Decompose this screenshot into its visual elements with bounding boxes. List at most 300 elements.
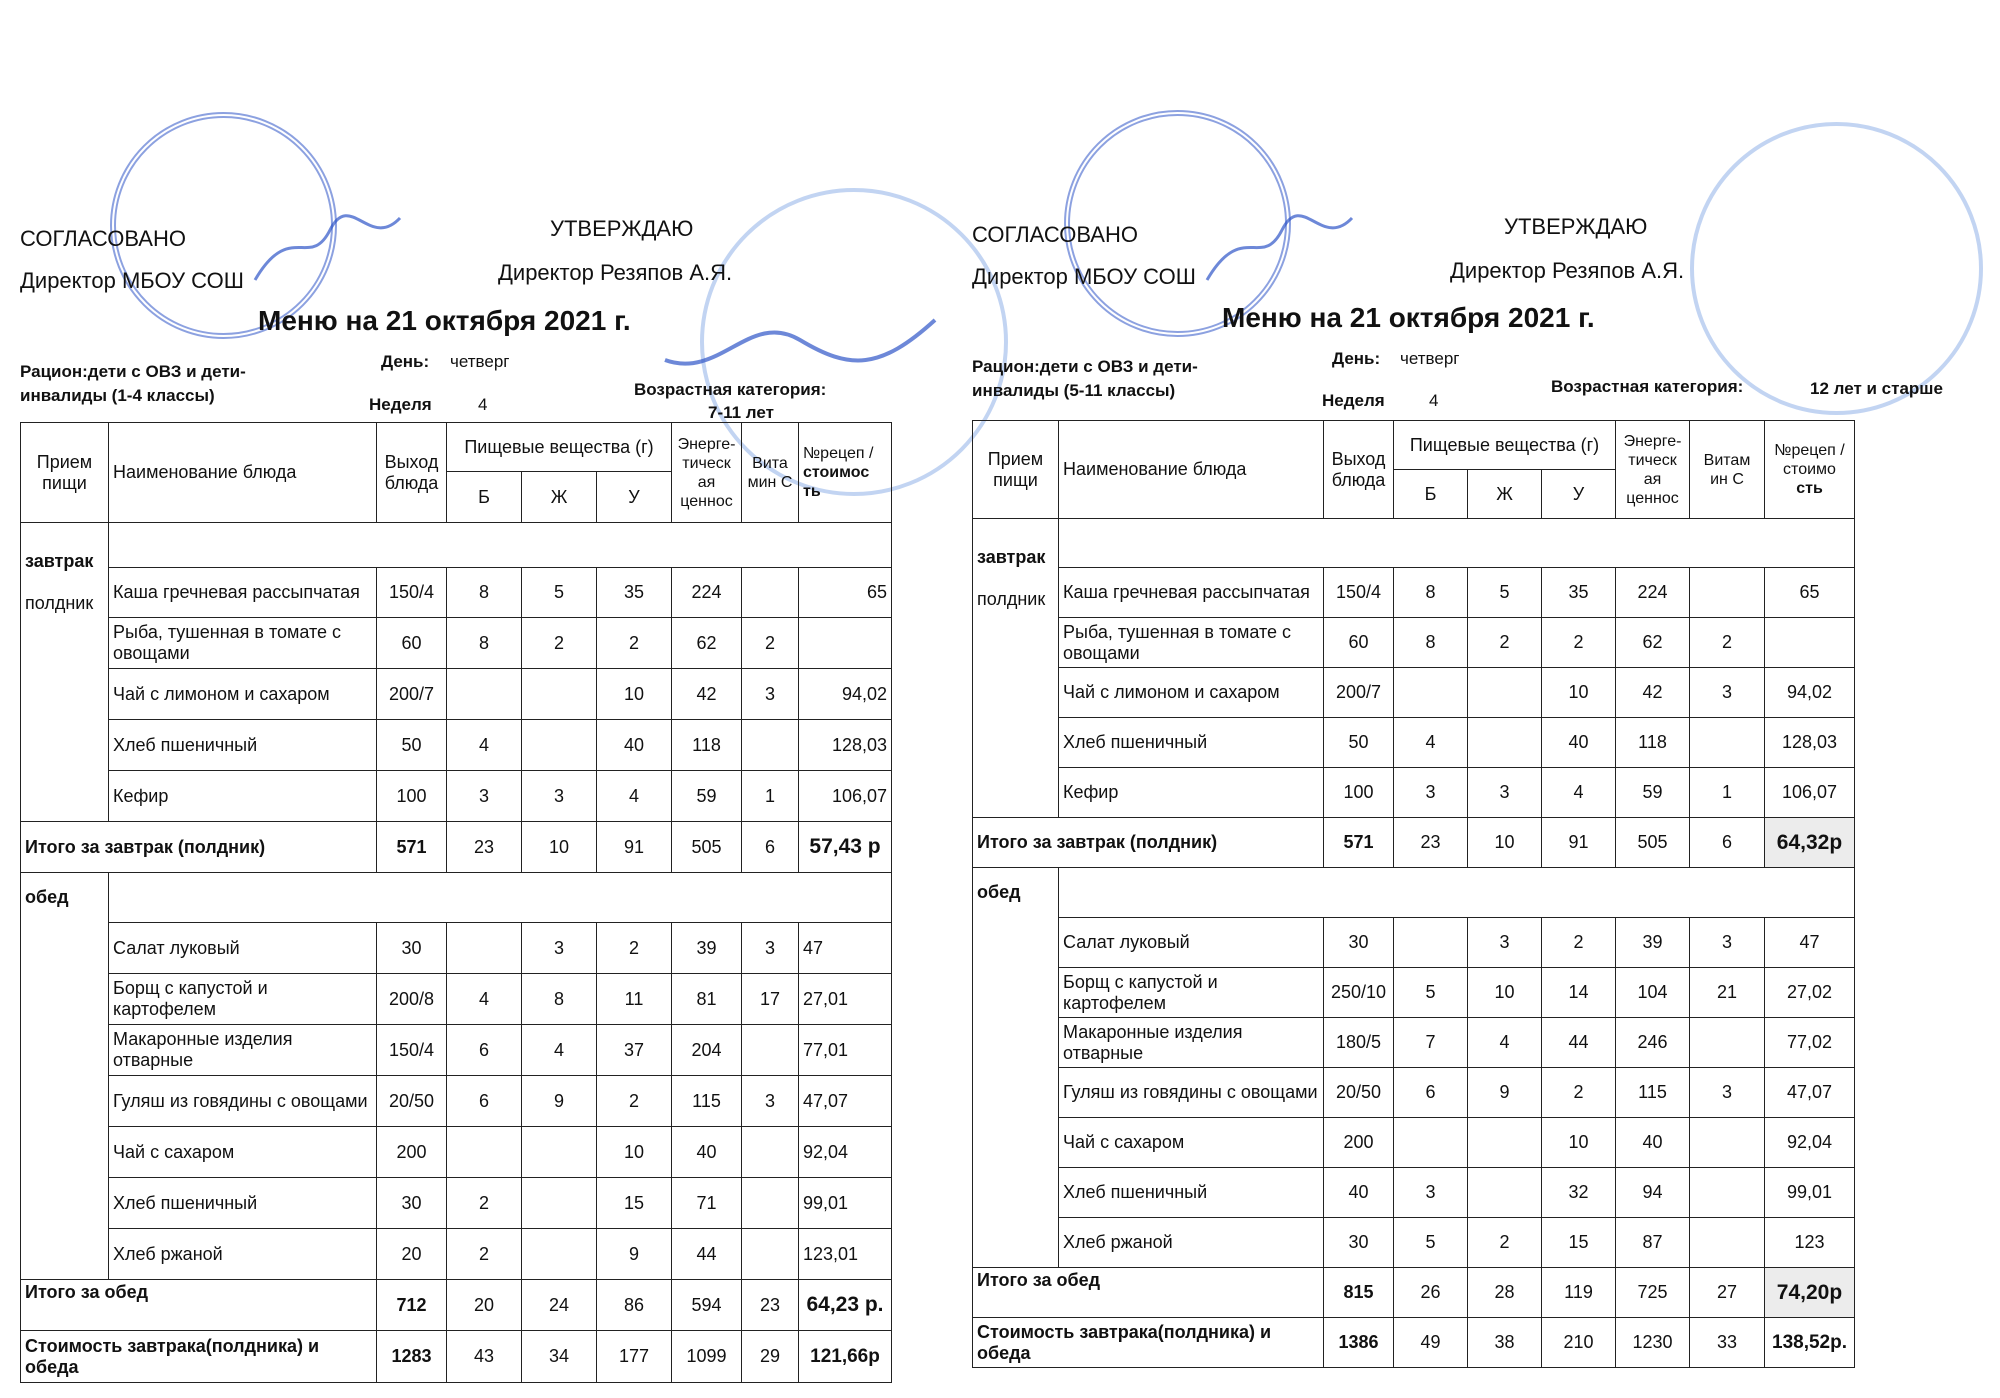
table-row [973,918,1855,968]
ration-line-1: Рацион:дети с ОВЗ и дети- [972,357,1198,376]
total-b: 26 [1394,1268,1468,1318]
dish-zh: 3 [522,771,597,822]
total-vitc: 33 [1690,1318,1765,1368]
col-name-header: Наименование блюда [1059,421,1324,519]
total-u: 91 [1542,818,1616,868]
col-meal-header: Прием пищи [973,421,1059,519]
week-value: 4 [1429,391,1439,410]
table-row [21,771,892,822]
agreed-heading: СОГЛАСОВАНО [972,222,1138,247]
meal-snack: полдник [977,589,1046,609]
dish-name: Чай с сахаром [1059,1118,1324,1168]
dish-yield: 60 [1324,618,1394,668]
dish-yield: 200/7 [377,669,447,720]
total-zh: 34 [522,1331,597,1383]
total-vitc: 23 [742,1280,799,1331]
dish-yield: 30 [377,923,447,974]
dish-zh: 8 [522,974,597,1025]
dish-energy: 94 [1616,1168,1690,1218]
dish-vitc [742,568,799,618]
total-zh: 10 [522,822,597,873]
dish-vitc [1690,568,1765,618]
dish-name: Гуляш из говядины с овощами [109,1076,377,1127]
dish-vitc: 3 [742,1076,799,1127]
signature-icon [1202,210,1362,290]
total-yield: 1386 [1324,1318,1394,1368]
dish-b: 2 [447,1178,522,1229]
table-row-grand-total [21,1331,892,1383]
meal-lunch: обед [973,868,1059,1268]
col-yield-header: Выход блюда [1324,421,1394,519]
dish-u: 14 [1542,968,1616,1018]
dish-b: 3 [1394,768,1468,818]
table-row-grand-total [973,1318,1855,1368]
agreed-by: Директор МБОУ СОШ [972,264,1196,289]
dish-yield: 150/4 [377,1025,447,1076]
dish-name: Хлеб пшеничный [109,1178,377,1229]
lunch-total-cost: 64,23 р. [799,1280,892,1331]
dish-yield: 40 [1324,1168,1394,1218]
dish-zh [522,1127,597,1178]
total-vitc: 29 [742,1331,799,1383]
table-row [973,1018,1855,1068]
dish-recipe: 128,03 [1765,718,1855,768]
dish-recipe: 94,02 [799,669,892,720]
total-u: 119 [1542,1268,1616,1318]
breakfast-total-label: Итого за завтрак (полдник) [21,822,377,873]
dish-vitc: 2 [742,618,799,669]
meal-breakfast: завтрак [977,547,1046,567]
total-vitc: 6 [1690,818,1765,868]
dish-zh: 3 [1468,768,1542,818]
dish-b [447,1127,522,1178]
dish-vitc: 3 [742,923,799,974]
dish-yield: 60 [377,618,447,669]
approve-by: Директор Резяпов А.Я. [1450,258,1685,283]
dish-energy: 71 [672,1178,742,1229]
dish-energy: 224 [1616,568,1690,618]
lunch-total-cost: 74,20р [1765,1268,1855,1318]
age-label: Возрастная категория: [1551,377,1744,396]
dish-energy: 118 [672,720,742,771]
dish-yield: 200 [377,1127,447,1178]
dish-u: 10 [597,669,672,720]
dish-u: 11 [597,974,672,1025]
approve-heading: УТВЕРЖДАЮ [1504,214,1648,239]
school-seal-stamp-icon [1690,122,1983,415]
dish-b [447,669,522,720]
dish-yield: 150/4 [377,568,447,618]
dish-name: Макаронные изделия отварные [1059,1018,1324,1068]
dish-b [447,923,522,974]
dish-b [1394,1118,1468,1168]
dish-energy: 59 [672,771,742,822]
dish-name: Хлеб пшеничный [1059,1168,1324,1218]
dish-zh: 2 [1468,1218,1542,1268]
dish-b: 6 [1394,1068,1468,1118]
dish-zh [522,1178,597,1229]
breakfast-total-cost: 64,32р [1765,818,1855,868]
dish-zh: 4 [522,1025,597,1076]
dish-recipe: 47,07 [1765,1068,1855,1118]
dish-u: 40 [1542,718,1616,768]
dish-name: Макаронные изделия отварные [109,1025,377,1076]
dish-u: 35 [1542,568,1616,618]
dish-vitc [1690,1218,1765,1268]
dish-vitc: 2 [1690,618,1765,668]
table-row [21,618,892,669]
signature-icon [660,300,940,390]
dish-recipe: 47 [1765,918,1855,968]
dish-zh [1468,718,1542,768]
dish-vitc [1690,1168,1765,1218]
table-row [21,720,892,771]
dish-vitc [1690,1018,1765,1068]
menu-table-right [972,420,1855,1368]
dish-name: Каша гречневая рассыпчатая [109,568,377,618]
dish-vitc [742,1025,799,1076]
table-row [21,568,892,618]
dish-yield: 20/50 [377,1076,447,1127]
approve-heading: УТВЕРЖДАЮ [550,216,694,241]
dish-vitc: 3 [1690,918,1765,968]
table-row [21,1076,892,1127]
table-row [21,974,892,1025]
dish-recipe: 47,07 [799,1076,892,1127]
dish-name: Хлеб пшеничный [109,720,377,771]
dish-b: 6 [447,1076,522,1127]
col-zh-header: Ж [522,472,597,523]
total-zh: 24 [522,1280,597,1331]
menu-title: Меню на 21 октября 2021 г. [258,305,631,336]
dish-name: Кефир [109,771,377,822]
table-row [973,618,1855,668]
dish-energy: 246 [1616,1018,1690,1068]
dish-yield: 200 [1324,1118,1394,1168]
dish-b: 5 [1394,1218,1468,1268]
dish-u: 40 [597,720,672,771]
week-label: Неделя [1322,391,1385,410]
signature-icon [250,210,410,290]
dish-yield: 100 [377,771,447,822]
dish-b: 6 [447,1025,522,1076]
table-row [21,1229,892,1280]
table-row [21,1025,892,1076]
dish-b: 5 [1394,968,1468,1018]
dish-b: 8 [1394,618,1468,668]
dish-zh [1468,1168,1542,1218]
dish-zh: 5 [522,568,597,618]
total-yield: 815 [1324,1268,1394,1318]
dish-vitc: 3 [1690,1068,1765,1118]
dish-zh: 10 [1468,968,1542,1018]
lunch-total-label: Итого за обед [21,1280,377,1331]
total-b: 49 [1394,1318,1468,1368]
dish-vitc [742,1127,799,1178]
table-row [973,1118,1855,1168]
table-row-total [21,1280,892,1331]
dish-yield: 20 [377,1229,447,1280]
dish-zh: 3 [1468,918,1542,968]
dish-name: Хлеб ржаной [1059,1218,1324,1268]
dish-u: 9 [597,1229,672,1280]
dish-b [1394,918,1468,968]
dish-energy: 62 [672,618,742,669]
total-energy: 505 [1616,818,1690,868]
grand-total-cost: 121,66р [799,1331,892,1383]
table-row [973,968,1855,1018]
dish-u: 4 [1542,768,1616,818]
total-yield: 571 [377,822,447,873]
dish-energy: 42 [672,669,742,720]
dish-u: 4 [597,771,672,822]
total-energy: 1099 [672,1331,742,1383]
lunch-total-label: Итого за обед [973,1268,1324,1318]
dish-recipe: 123,01 [799,1229,892,1280]
table-row [21,669,892,720]
col-vitc-header: Витам ин С [1690,421,1765,519]
dish-u: 2 [597,1076,672,1127]
dish-yield: 180/5 [1324,1018,1394,1068]
day-label: День: [381,352,430,371]
dish-recipe: 77,01 [799,1025,892,1076]
dish-yield: 50 [377,720,447,771]
dish-name: Рыба, тушенная в томате с овощами [1059,618,1324,668]
menu-table-left [20,422,892,1383]
menu-title: Меню на 21 октября 2021 г. [1222,302,1595,333]
dish-zh [1468,668,1542,718]
dish-zh: 9 [1468,1068,1542,1118]
dish-recipe [1765,618,1855,668]
dish-name: Каша гречневая рассыпчатая [1059,568,1324,618]
dish-vitc [742,1178,799,1229]
total-vitc: 6 [742,822,799,873]
total-u: 177 [597,1331,672,1383]
dish-u: 32 [1542,1168,1616,1218]
day-value: четверг [450,352,510,371]
table-row-total [973,1268,1855,1318]
agreed-heading: СОГЛАСОВАНО [20,226,186,251]
agreed-by: Директор МБОУ СОШ [20,268,244,293]
dish-energy: 104 [1616,968,1690,1018]
dish-b: 2 [447,1229,522,1280]
total-b: 23 [1394,818,1468,868]
table-row [973,768,1855,818]
table-row [973,1168,1855,1218]
dish-energy: 40 [672,1127,742,1178]
dish-b: 3 [447,771,522,822]
dish-b: 4 [1394,718,1468,768]
dish-u: 2 [1542,618,1616,668]
dish-energy: 42 [1616,668,1690,718]
ration-line-2: инвалиды (1-4 классы) [20,386,215,405]
dish-name: Хлеб ржаной [109,1229,377,1280]
dish-b: 8 [447,568,522,618]
meal-snack: полдник [25,593,94,613]
dish-zh [522,669,597,720]
col-nutrients-header: Пищевые вещества (г) [1394,421,1616,470]
dish-name: Салат луковый [109,923,377,974]
dish-name: Кефир [1059,768,1324,818]
total-energy: 505 [672,822,742,873]
dish-u: 15 [1542,1218,1616,1268]
dish-recipe: 27,01 [799,974,892,1025]
dish-b: 4 [447,720,522,771]
dish-u: 10 [597,1127,672,1178]
dish-yield: 50 [1324,718,1394,768]
col-recipe-header: №рецеп /стоимо [1774,442,1845,478]
col-energy-header: Энерге-тическ ая ценнос [672,423,742,523]
dish-zh: 9 [522,1076,597,1127]
total-energy: 1230 [1616,1318,1690,1368]
total-yield: 1283 [377,1331,447,1383]
breakfast-total-cost: 57,43 р [799,822,892,873]
dish-u: 2 [1542,1068,1616,1118]
meal-breakfast: завтрак [25,551,94,571]
table-row [973,1218,1855,1268]
menu-sheet-left [20,0,970,1398]
day-label: День: [1332,349,1381,368]
week-value: 4 [478,395,488,414]
dish-u: 10 [1542,668,1616,718]
col-cost-header: стоимос ть [803,464,870,500]
dish-name: Чай с лимоном и сахаром [109,669,377,720]
dish-name: Хлеб пшеничный [1059,718,1324,768]
dish-u: 2 [597,923,672,974]
dish-recipe: 92,04 [799,1127,892,1178]
dish-u: 10 [1542,1118,1616,1168]
dish-recipe [799,618,892,669]
age-value: 12 лет и старше [1810,379,1943,398]
dish-zh [522,1229,597,1280]
dish-vitc [1690,718,1765,768]
dish-name: Борщ с капустой и картофелем [109,974,377,1025]
dish-recipe: 77,02 [1765,1018,1855,1068]
table-row [973,668,1855,718]
week-label: Неделя [369,395,432,414]
total-zh: 38 [1468,1318,1542,1368]
dish-name: Чай с сахаром [109,1127,377,1178]
day-value: четверг [1400,349,1460,368]
total-b: 23 [447,822,522,873]
table-row-total [21,822,892,873]
breakfast-total-label: Итого за завтрак (полдник) [973,818,1324,868]
age-label: Возрастная категория: [634,380,827,399]
table-row-total [973,818,1855,868]
dish-recipe: 94,02 [1765,668,1855,718]
col-yield-header: Выход блюда [377,423,447,523]
table-row [973,1068,1855,1118]
dish-u: 2 [1542,918,1616,968]
total-vitc: 27 [1690,1268,1765,1318]
total-b: 43 [447,1331,522,1383]
dish-recipe: 92,04 [1765,1118,1855,1168]
menu-sheet-right [972,0,1943,1398]
dish-zh: 3 [522,923,597,974]
approve-by: Директор Резяпов А.Я. [498,260,733,285]
dish-energy: 115 [1616,1068,1690,1118]
col-nutrients-header: Пищевые вещества (г) [447,423,672,472]
total-zh: 28 [1468,1268,1542,1318]
dish-energy: 87 [1616,1218,1690,1268]
dish-vitc: 1 [742,771,799,822]
dish-energy: 224 [672,568,742,618]
dish-energy: 44 [672,1229,742,1280]
dish-b: 4 [447,974,522,1025]
dish-name: Борщ с капустой и картофелем [1059,968,1324,1018]
dish-vitc: 21 [1690,968,1765,1018]
dish-energy: 40 [1616,1118,1690,1168]
col-name-header: Наименование блюда [109,423,377,523]
dish-name: Салат луковый [1059,918,1324,968]
dish-energy: 115 [672,1076,742,1127]
dish-recipe: 99,01 [799,1178,892,1229]
dish-yield: 30 [1324,1218,1394,1268]
dish-yield: 30 [1324,918,1394,968]
meal-lunch: обед [21,873,109,1280]
col-u-header: У [597,472,672,523]
dish-u: 2 [597,618,672,669]
dish-yield: 100 [1324,768,1394,818]
col-vitc-header: Вита мин С [742,423,799,523]
dish-name: Гуляш из говядины с овощами [1059,1068,1324,1118]
dish-vitc [742,1229,799,1280]
dish-u: 15 [597,1178,672,1229]
ration-line-2: инвалиды (5-11 классы) [972,381,1176,400]
dish-b: 8 [447,618,522,669]
total-zh: 10 [1468,818,1542,868]
grand-total-label: Стоимость завтрака(полдника) и обеда [973,1318,1324,1368]
dish-zh [522,720,597,771]
dish-recipe: 123 [1765,1218,1855,1268]
dish-yield: 250/10 [1324,968,1394,1018]
dish-energy: 39 [672,923,742,974]
dish-energy: 62 [1616,618,1690,668]
age-value: 7-11 лет [708,403,774,422]
grand-total-cost: 138,52р. [1765,1318,1855,1368]
table-row [21,1178,892,1229]
dish-vitc [1690,1118,1765,1168]
dish-recipe: 128,03 [799,720,892,771]
dish-b: 8 [1394,568,1468,618]
dish-yield: 150/4 [1324,568,1394,618]
dish-energy: 118 [1616,718,1690,768]
dish-zh: 5 [1468,568,1542,618]
dish-b [1394,668,1468,718]
dish-recipe: 47 [799,923,892,974]
col-b-header: Б [1394,470,1468,519]
dish-u: 44 [1542,1018,1616,1068]
grand-total-label: Стоимость завтрака(полдника) и обеда [21,1331,377,1383]
dish-vitc: 3 [742,669,799,720]
col-recipe-header: №рецеп / [803,445,874,462]
total-energy: 725 [1616,1268,1690,1318]
dish-b: 7 [1394,1018,1468,1068]
total-u: 86 [597,1280,672,1331]
dish-yield: 200/8 [377,974,447,1025]
col-meal-header: Прием пищи [21,423,109,523]
dish-b: 3 [1394,1168,1468,1218]
dish-name: Рыба, тушенная в томате с овощами [109,618,377,669]
dish-vitc: 3 [1690,668,1765,718]
dish-energy: 204 [672,1025,742,1076]
dish-recipe: 106,07 [1765,768,1855,818]
total-yield: 712 [377,1280,447,1331]
table-row [21,1127,892,1178]
dish-energy: 59 [1616,768,1690,818]
total-yield: 571 [1324,818,1394,868]
dish-yield: 200/7 [1324,668,1394,718]
